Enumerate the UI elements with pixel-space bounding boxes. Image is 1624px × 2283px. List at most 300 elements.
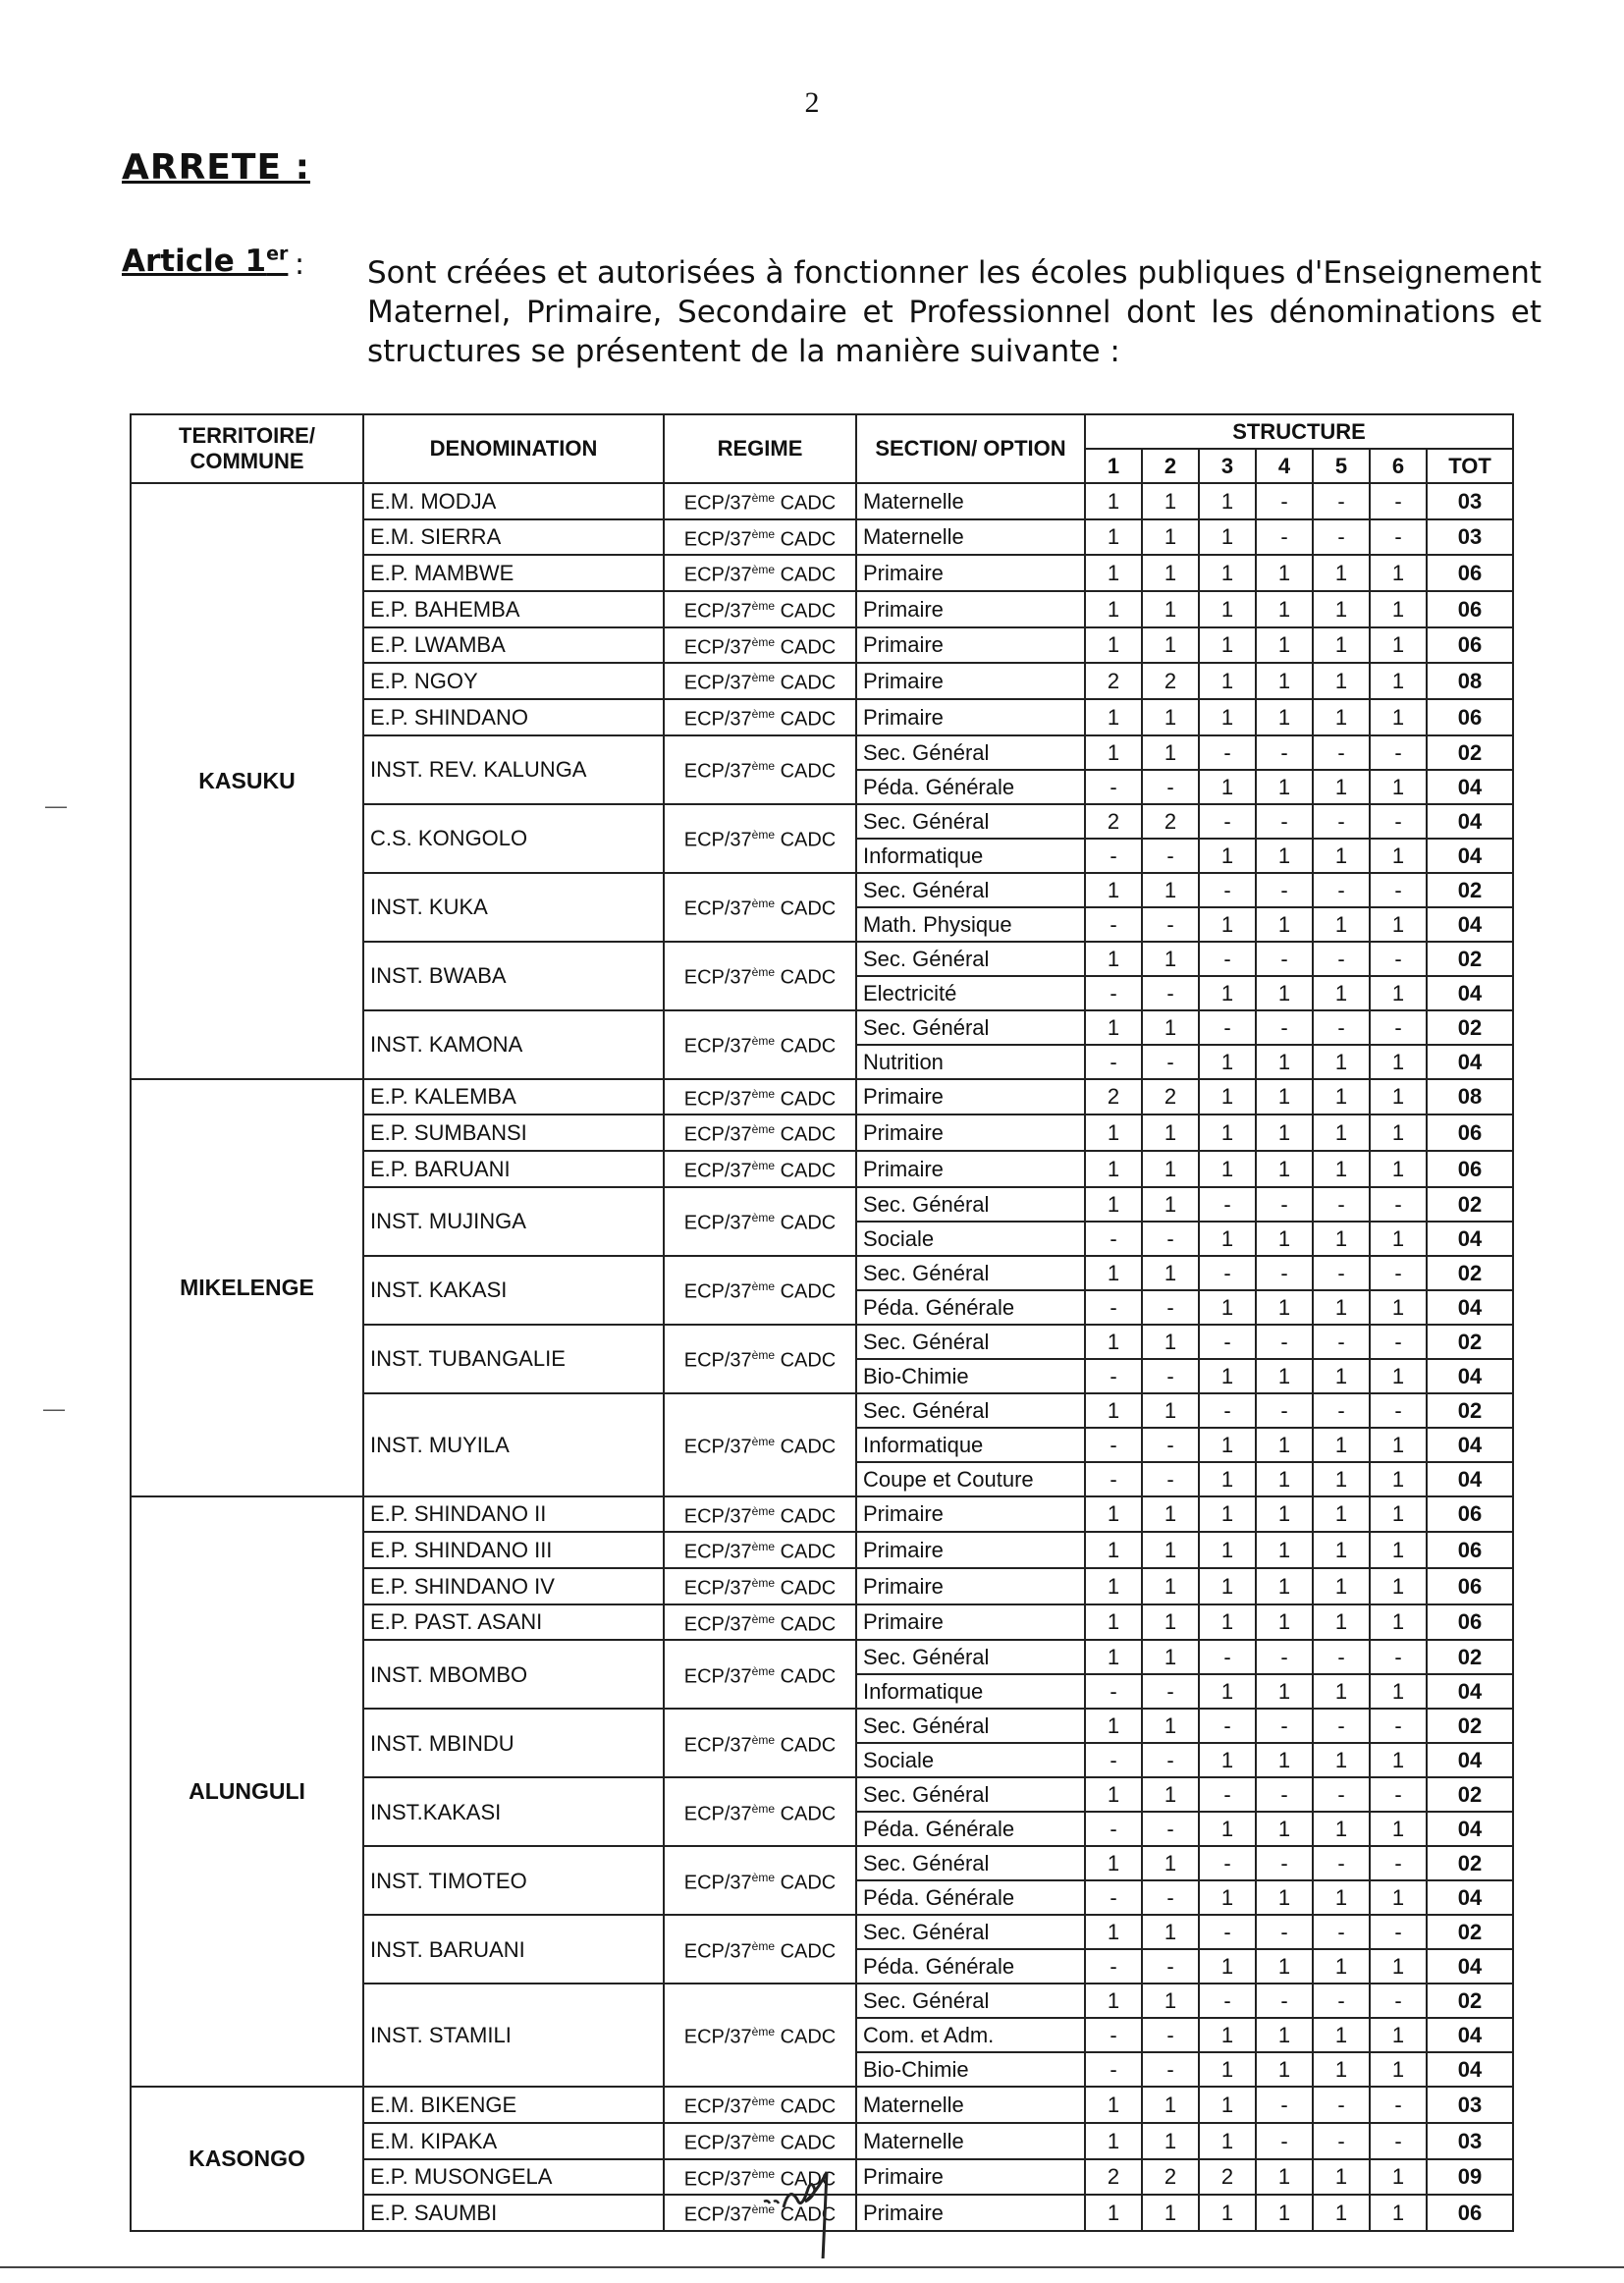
regime-base: ECP/37 <box>683 1349 752 1372</box>
structure-cell: 1 <box>1370 1462 1427 1496</box>
structure-cell: 1 <box>1142 591 1199 627</box>
regime-base: ECP/37 <box>683 1436 752 1458</box>
structure-cell: 1 <box>1370 2018 1427 2052</box>
structure-cell: - <box>1370 1709 1427 1743</box>
structure-cell: - <box>1199 1187 1256 1222</box>
structure-cell: 1 <box>1085 1640 1142 1674</box>
structure-cell: - <box>1085 1674 1142 1709</box>
structure-cell: - <box>1256 1915 1313 1949</box>
territoire-cell: KASONGO <box>131 2087 363 2231</box>
structure-cell: - <box>1256 1256 1313 1290</box>
structure-cell: 1 <box>1199 1462 1256 1496</box>
regime-suffix: CADC <box>775 636 837 659</box>
regime-sup: ème <box>751 634 776 649</box>
structure-cell: 1 <box>1256 1290 1313 1325</box>
structure-cell: - <box>1313 942 1370 976</box>
structure-cell: 1 <box>1370 699 1427 735</box>
structure-cell: 1 <box>1313 591 1370 627</box>
structure-cell: 1 <box>1199 1812 1256 1846</box>
structure-cell: 1 <box>1313 555 1370 591</box>
schools-table-body <box>131 483 1513 2231</box>
structure-cell: - <box>1370 1915 1427 1949</box>
regime-suffix: CADC <box>775 1665 837 1688</box>
structure-cell: - <box>1313 1010 1370 1045</box>
structure-cell: - <box>1313 1187 1370 1222</box>
structure-cell: - <box>1313 2123 1370 2159</box>
regime-suffix: CADC <box>775 829 837 851</box>
structure-cell: 1 <box>1085 735 1142 770</box>
regime-suffix: CADC <box>775 2132 837 2154</box>
structure-cell: 1 <box>1256 2159 1313 2196</box>
total-cell: 02 <box>1427 1777 1513 1812</box>
option-cell: Primaire <box>856 591 1085 627</box>
structure-cell: - <box>1085 976 1142 1010</box>
regime-cell <box>664 519 856 556</box>
total-cell: 04 <box>1427 1743 1513 1777</box>
regime-sup: ème <box>751 671 776 685</box>
structure-cell: 1 <box>1142 2123 1199 2159</box>
structure-cell: 1 <box>1256 2195 1313 2231</box>
structure-cell: 1 <box>1142 735 1199 770</box>
regime-base: ECP/37 <box>683 1088 752 1111</box>
regime-base: ECP/37 <box>683 600 752 623</box>
regime-suffix: CADC <box>775 1280 837 1303</box>
structure-cell: 1 <box>1199 2195 1256 2231</box>
structure-cell: 1 <box>1142 627 1199 664</box>
option-cell: Sec. Général <box>856 1984 1085 2018</box>
option-cell: Péda. Générale <box>856 1812 1085 1846</box>
regime-base: ECP/37 <box>683 1665 752 1688</box>
structure-cell: 1 <box>1313 2159 1370 2196</box>
structure-cell: - <box>1085 1743 1142 1777</box>
total-cell: 04 <box>1427 770 1513 804</box>
total-cell: 06 <box>1427 1604 1513 1641</box>
structure-cell: - <box>1085 1428 1142 1462</box>
structure-cell: 1 <box>1142 1709 1199 1743</box>
structure-cell: 1 <box>1199 1496 1256 1533</box>
structure-cell: 1 <box>1256 555 1313 591</box>
structure-cell: - <box>1256 1010 1313 1045</box>
structure-cell: 1 <box>1085 1777 1142 1812</box>
total-cell: 04 <box>1427 976 1513 1010</box>
structure-cell: 1 <box>1199 1428 1256 1462</box>
regime-base: ECP/37 <box>683 528 752 551</box>
structure-cell: - <box>1085 1949 1142 1984</box>
structure-cell: 1 <box>1085 1187 1142 1222</box>
structure-cell: - <box>1313 1640 1370 1674</box>
option-cell: Primaire <box>856 1079 1085 1115</box>
option-cell: Sociale <box>856 1743 1085 1777</box>
school-name-cell: E.P. SHINDANO IV <box>363 1568 664 1604</box>
structure-cell: 1 <box>1256 1222 1313 1256</box>
regime-cell <box>664 1187 856 1256</box>
structure-cell: 1 <box>1085 1393 1142 1428</box>
regime-suffix: CADC <box>775 1123 837 1146</box>
structure-cell: 2 <box>1142 1079 1199 1115</box>
regime-base: ECP/37 <box>683 1123 752 1146</box>
structure-cell: 1 <box>1256 627 1313 664</box>
regime-base: ECP/37 <box>683 636 752 659</box>
option-cell: Electricité <box>856 976 1085 1010</box>
option-cell: Sec. Général <box>856 1256 1085 1290</box>
school-name-cell: E.M. SIERRA <box>363 519 664 556</box>
structure-cell: 1 <box>1085 519 1142 556</box>
option-cell: Primaire <box>856 1604 1085 1641</box>
regime-cell <box>664 1393 856 1496</box>
total-cell: 04 <box>1427 1222 1513 1256</box>
regime-cell <box>664 1915 856 1984</box>
structure-cell: 1 <box>1142 1114 1199 1151</box>
structure-cell: 1 <box>1085 1915 1142 1949</box>
structure-cell: 1 <box>1142 1915 1199 1949</box>
structure-cell: 1 <box>1199 1359 1256 1393</box>
structure-cell: 1 <box>1085 2123 1142 2159</box>
structure-cell: 1 <box>1142 1325 1199 1359</box>
territoire-cell: ALUNGULI <box>131 1496 363 2088</box>
school-name-cell: INST. MUYILA <box>363 1393 664 1496</box>
structure-cell: 1 <box>1085 1604 1142 1641</box>
total-cell: 08 <box>1427 1079 1513 1115</box>
total-cell: 02 <box>1427 873 1513 907</box>
structure-cell: - <box>1313 1709 1370 1743</box>
total-cell: 02 <box>1427 1640 1513 1674</box>
structure-cell: - <box>1313 1256 1370 1290</box>
regime-sup: ème <box>751 897 776 911</box>
regime-base: ECP/37 <box>683 897 752 920</box>
total-cell: 06 <box>1427 699 1513 735</box>
regime-sup: ème <box>751 1348 776 1363</box>
option-cell: Sec. Général <box>856 1777 1085 1812</box>
total-cell: 02 <box>1427 942 1513 976</box>
school-name-cell: INST. MUJINGA <box>363 1187 664 1256</box>
structure-cell: - <box>1142 839 1199 873</box>
school-name-cell: E.P. LWAMBA <box>363 627 664 664</box>
structure-cell: 1 <box>1313 1812 1370 1846</box>
regime-suffix: CADC <box>775 1035 837 1058</box>
structure-cell: - <box>1199 1393 1256 1428</box>
structure-cell: 2 <box>1085 1079 1142 1115</box>
structure-cell: 1 <box>1256 1496 1313 1533</box>
structure-cell: 1 <box>1085 1984 1142 2018</box>
option-cell: Sec. Général <box>856 1709 1085 1743</box>
structure-cell: 1 <box>1370 663 1427 699</box>
structure-cell: 1 <box>1142 1151 1199 1187</box>
regime-sup: ème <box>751 1034 776 1049</box>
option-cell: Sec. Général <box>856 735 1085 770</box>
regime-base: ECP/37 <box>683 2132 752 2154</box>
regime-suffix: CADC <box>775 1613 837 1636</box>
structure-cell: 1 <box>1199 1290 1256 1325</box>
structure-cell: 1 <box>1313 1222 1370 1256</box>
structure-cell: - <box>1142 770 1199 804</box>
option-cell: Maternelle <box>856 2087 1085 2123</box>
structure-cell: 1 <box>1370 1743 1427 1777</box>
regime-suffix: CADC <box>775 2095 837 2118</box>
structure-cell: 1 <box>1313 663 1370 699</box>
regime-suffix: CADC <box>775 1541 837 1563</box>
total-cell: 04 <box>1427 907 1513 942</box>
structure-cell: - <box>1142 1812 1199 1846</box>
structure-cell: - <box>1370 1256 1427 1290</box>
structure-cell: 2 <box>1142 804 1199 839</box>
structure-cell: 1 <box>1199 1532 1256 1568</box>
structure-cell: - <box>1370 1846 1427 1880</box>
structure-cell: 1 <box>1142 699 1199 735</box>
school-name-cell: INST. TUBANGALIE <box>363 1325 664 1393</box>
territoire-cell: KASUKU <box>131 483 363 1079</box>
structure-cell: - <box>1313 873 1370 907</box>
school-name-cell: INST. MBOMBO <box>363 1640 664 1709</box>
structure-cell: 1 <box>1256 839 1313 873</box>
structure-cell: - <box>1199 942 1256 976</box>
regime-base: ECP/37 <box>683 1280 752 1303</box>
option-cell: Com. et Adm. <box>856 2018 1085 2052</box>
structure-cell: - <box>1370 1325 1427 1359</box>
structure-cell: 1 <box>1199 1151 1256 1187</box>
structure-cell: 1 <box>1313 699 1370 735</box>
structure-cell: - <box>1370 1393 1427 1428</box>
school-name-cell: C.S. KONGOLO <box>363 804 664 873</box>
structure-cell: 1 <box>1085 1325 1142 1359</box>
total-cell: 02 <box>1427 1915 1513 1949</box>
structure-cell: 1 <box>1370 1674 1427 1709</box>
structure-cell: 2 <box>1085 2159 1142 2196</box>
structure-cell: - <box>1313 1846 1370 1880</box>
regime-base: ECP/37 <box>683 1160 752 1182</box>
option-cell: Informatique <box>856 1674 1085 1709</box>
structure-cell: 1 <box>1370 839 1427 873</box>
school-name-cell: INST. KAMONA <box>363 1010 664 1079</box>
structure-cell: - <box>1313 1393 1370 1428</box>
regime-base: ECP/37 <box>683 1577 752 1600</box>
total-cell: 03 <box>1427 483 1513 519</box>
regime-cell <box>664 1777 856 1846</box>
school-name-cell: E.P. SUMBANSI <box>363 1114 664 1151</box>
regime-sup: ème <box>751 563 776 577</box>
structure-cell: 1 <box>1256 907 1313 942</box>
structure-cell: 1 <box>1199 2123 1256 2159</box>
structure-cell: - <box>1256 942 1313 976</box>
regime-sup: ème <box>751 1732 776 1747</box>
total-cell: 04 <box>1427 1462 1513 1496</box>
structure-cell: 1 <box>1256 1532 1313 1568</box>
structure-cell: - <box>1142 1359 1199 1393</box>
regime-cell <box>664 1640 856 1709</box>
regime-base: ECP/37 <box>683 492 752 515</box>
header-col: 6 <box>1370 449 1427 483</box>
structure-cell: - <box>1313 519 1370 556</box>
structure-cell: - <box>1313 483 1370 519</box>
regime-suffix: CADC <box>775 1940 837 1963</box>
header-col: TOT <box>1427 449 1513 483</box>
school-name-cell: E.M. MODJA <box>363 483 664 519</box>
total-cell: 04 <box>1427 1359 1513 1393</box>
header-col: 1 <box>1085 449 1142 483</box>
structure-cell: 1 <box>1370 1880 1427 1915</box>
structure-cell: 1 <box>1370 907 1427 942</box>
school-name-cell: E.P. PAST. ASANI <box>363 1604 664 1641</box>
structure-cell: - <box>1142 1462 1199 1496</box>
total-cell: 02 <box>1427 1984 1513 2018</box>
option-cell: Péda. Générale <box>856 770 1085 804</box>
total-cell: 04 <box>1427 1949 1513 1984</box>
total-cell: 03 <box>1427 2123 1513 2159</box>
structure-cell: 2 <box>1085 804 1142 839</box>
header-section-option: SECTION/ OPTION <box>856 414 1085 483</box>
structure-cell: 1 <box>1085 555 1142 591</box>
structure-cell: - <box>1085 1359 1142 1393</box>
structure-cell: 1 <box>1370 1604 1427 1641</box>
total-cell: 02 <box>1427 1256 1513 1290</box>
structure-cell: 1 <box>1085 1496 1142 1533</box>
total-cell: 06 <box>1427 1496 1513 1533</box>
structure-cell: 1 <box>1142 942 1199 976</box>
regime-base: ECP/37 <box>683 2027 752 2049</box>
regime-sup: ème <box>751 1503 776 1518</box>
header-col: 2 <box>1142 449 1199 483</box>
structure-cell: 1 <box>1085 2195 1142 2231</box>
structure-cell: - <box>1370 942 1427 976</box>
regime-base: ECP/37 <box>683 708 752 731</box>
regime-base: ECP/37 <box>683 1940 752 1963</box>
structure-cell: 1 <box>1370 1045 1427 1079</box>
regime-base: ECP/37 <box>683 1505 752 1528</box>
structure-cell: - <box>1256 519 1313 556</box>
option-cell: Péda. Générale <box>856 1949 1085 1984</box>
structure-cell: - <box>1199 1010 1256 1045</box>
regime-base: ECP/37 <box>683 1872 752 1894</box>
structure-cell: 1 <box>1256 1880 1313 1915</box>
structure-cell: 1 <box>1313 1151 1370 1187</box>
regime-sup: ème <box>751 2166 776 2181</box>
structure-cell: - <box>1142 1428 1199 1462</box>
option-cell: Maternelle <box>856 519 1085 556</box>
regime-suffix: CADC <box>775 2168 837 2191</box>
structure-cell: 1 <box>1370 1222 1427 1256</box>
structure-cell: 1 <box>1370 1079 1427 1115</box>
structure-cell: 1 <box>1199 663 1256 699</box>
structure-cell: - <box>1256 1846 1313 1880</box>
structure-cell: 1 <box>1199 699 1256 735</box>
structure-cell: 1 <box>1085 1256 1142 1290</box>
structure-cell: 1 <box>1313 1045 1370 1079</box>
regime-cell <box>664 1604 856 1641</box>
school-name-cell: INST. REV. KALUNGA <box>363 735 664 804</box>
regime-sup: ème <box>751 1540 776 1554</box>
regime-sup: ème <box>751 965 776 980</box>
option-cell: Sec. Général <box>856 1187 1085 1222</box>
structure-cell: - <box>1256 1393 1313 1428</box>
regime-base: ECP/37 <box>683 1035 752 1058</box>
regime-sup: ème <box>751 1158 776 1172</box>
structure-cell: 1 <box>1313 2018 1370 2052</box>
option-cell: Informatique <box>856 839 1085 873</box>
regime-cell <box>664 1010 856 1079</box>
structure-cell: 1 <box>1085 1010 1142 1045</box>
structure-cell: 1 <box>1199 1114 1256 1151</box>
header-col: 4 <box>1256 449 1313 483</box>
regime-suffix: CADC <box>775 1577 837 1600</box>
regime-sup: ème <box>751 1611 776 1626</box>
regime-base: ECP/37 <box>683 1212 752 1234</box>
option-cell: Primaire <box>856 2159 1085 2196</box>
school-name-cell: INST. KUKA <box>363 873 664 942</box>
structure-cell: - <box>1142 1949 1199 1984</box>
option-cell: Primaire <box>856 2195 1085 2231</box>
option-cell: Math. Physique <box>856 907 1085 942</box>
option-cell: Primaire <box>856 555 1085 591</box>
article-text: Sont créées et autorisées à fonctionner les écoles publiques d'Enseignement Maternel, Primaire, Secondaire et Professionnel dont les dénominations et structures se présentent de la manière suivante : <box>367 255 1542 369</box>
structure-cell: 1 <box>1142 1640 1199 1674</box>
regime-sup: ème <box>751 1938 776 1953</box>
structure-cell: - <box>1370 519 1427 556</box>
page-number: 2 <box>804 86 820 119</box>
structure-cell: - <box>1313 2087 1370 2123</box>
school-name-cell: E.M. BIKENGE <box>363 2087 664 2123</box>
regime-suffix: CADC <box>775 1088 837 1111</box>
option-cell: Nutrition <box>856 1045 1085 1079</box>
regime-cell <box>664 1079 856 1115</box>
structure-cell: - <box>1142 907 1199 942</box>
structure-cell: - <box>1142 1880 1199 1915</box>
total-cell: 03 <box>1427 519 1513 556</box>
structure-cell: 1 <box>1256 1674 1313 1709</box>
structure-cell: 1 <box>1256 1604 1313 1641</box>
regime-base: ECP/37 <box>683 564 752 586</box>
structure-cell: 1 <box>1142 1984 1199 2018</box>
structure-cell: - <box>1370 1187 1427 1222</box>
regime-base: ECP/37 <box>683 760 752 783</box>
structure-cell: 2 <box>1085 663 1142 699</box>
structure-cell: 1 <box>1313 1604 1370 1641</box>
structure-cell: 1 <box>1142 2195 1199 2231</box>
regime-suffix: CADC <box>775 897 837 920</box>
structure-cell: 1 <box>1370 976 1427 1010</box>
structure-cell: - <box>1199 1640 1256 1674</box>
margin-mark: — <box>43 1396 65 1421</box>
structure-cell: 1 <box>1313 770 1370 804</box>
school-name-cell: INST. BARUANI <box>363 1915 664 1984</box>
structure-cell: - <box>1256 1325 1313 1359</box>
structure-cell: 1 <box>1142 873 1199 907</box>
regime-cell <box>664 1846 856 1915</box>
regime-sup: ème <box>751 759 776 774</box>
total-cell: 02 <box>1427 1846 1513 1880</box>
option-cell: Primaire <box>856 663 1085 699</box>
regime-cell <box>664 1325 856 1393</box>
structure-cell: 1 <box>1199 591 1256 627</box>
structure-cell: 1 <box>1199 1045 1256 1079</box>
structure-cell: - <box>1256 483 1313 519</box>
structure-cell: 1 <box>1142 483 1199 519</box>
structure-cell: - <box>1370 1984 1427 2018</box>
structure-cell: 1 <box>1370 2195 1427 2231</box>
option-cell: Péda. Générale <box>856 1880 1085 1915</box>
structure-cell: 1 <box>1313 1949 1370 1984</box>
regime-sup: ème <box>751 1279 776 1294</box>
structure-cell: - <box>1370 1640 1427 1674</box>
structure-cell: 1 <box>1085 873 1142 907</box>
structure-cell: 1 <box>1313 1568 1370 1604</box>
structure-cell: 1 <box>1370 2159 1427 2196</box>
structure-cell: - <box>1370 2123 1427 2159</box>
regime-suffix: CADC <box>775 1505 837 1528</box>
option-cell: Sec. Général <box>856 1325 1085 1359</box>
structure-cell: 1 <box>1313 1114 1370 1151</box>
regime-cell <box>664 591 856 627</box>
structure-cell: - <box>1199 1325 1256 1359</box>
regime-suffix: CADC <box>775 564 837 586</box>
